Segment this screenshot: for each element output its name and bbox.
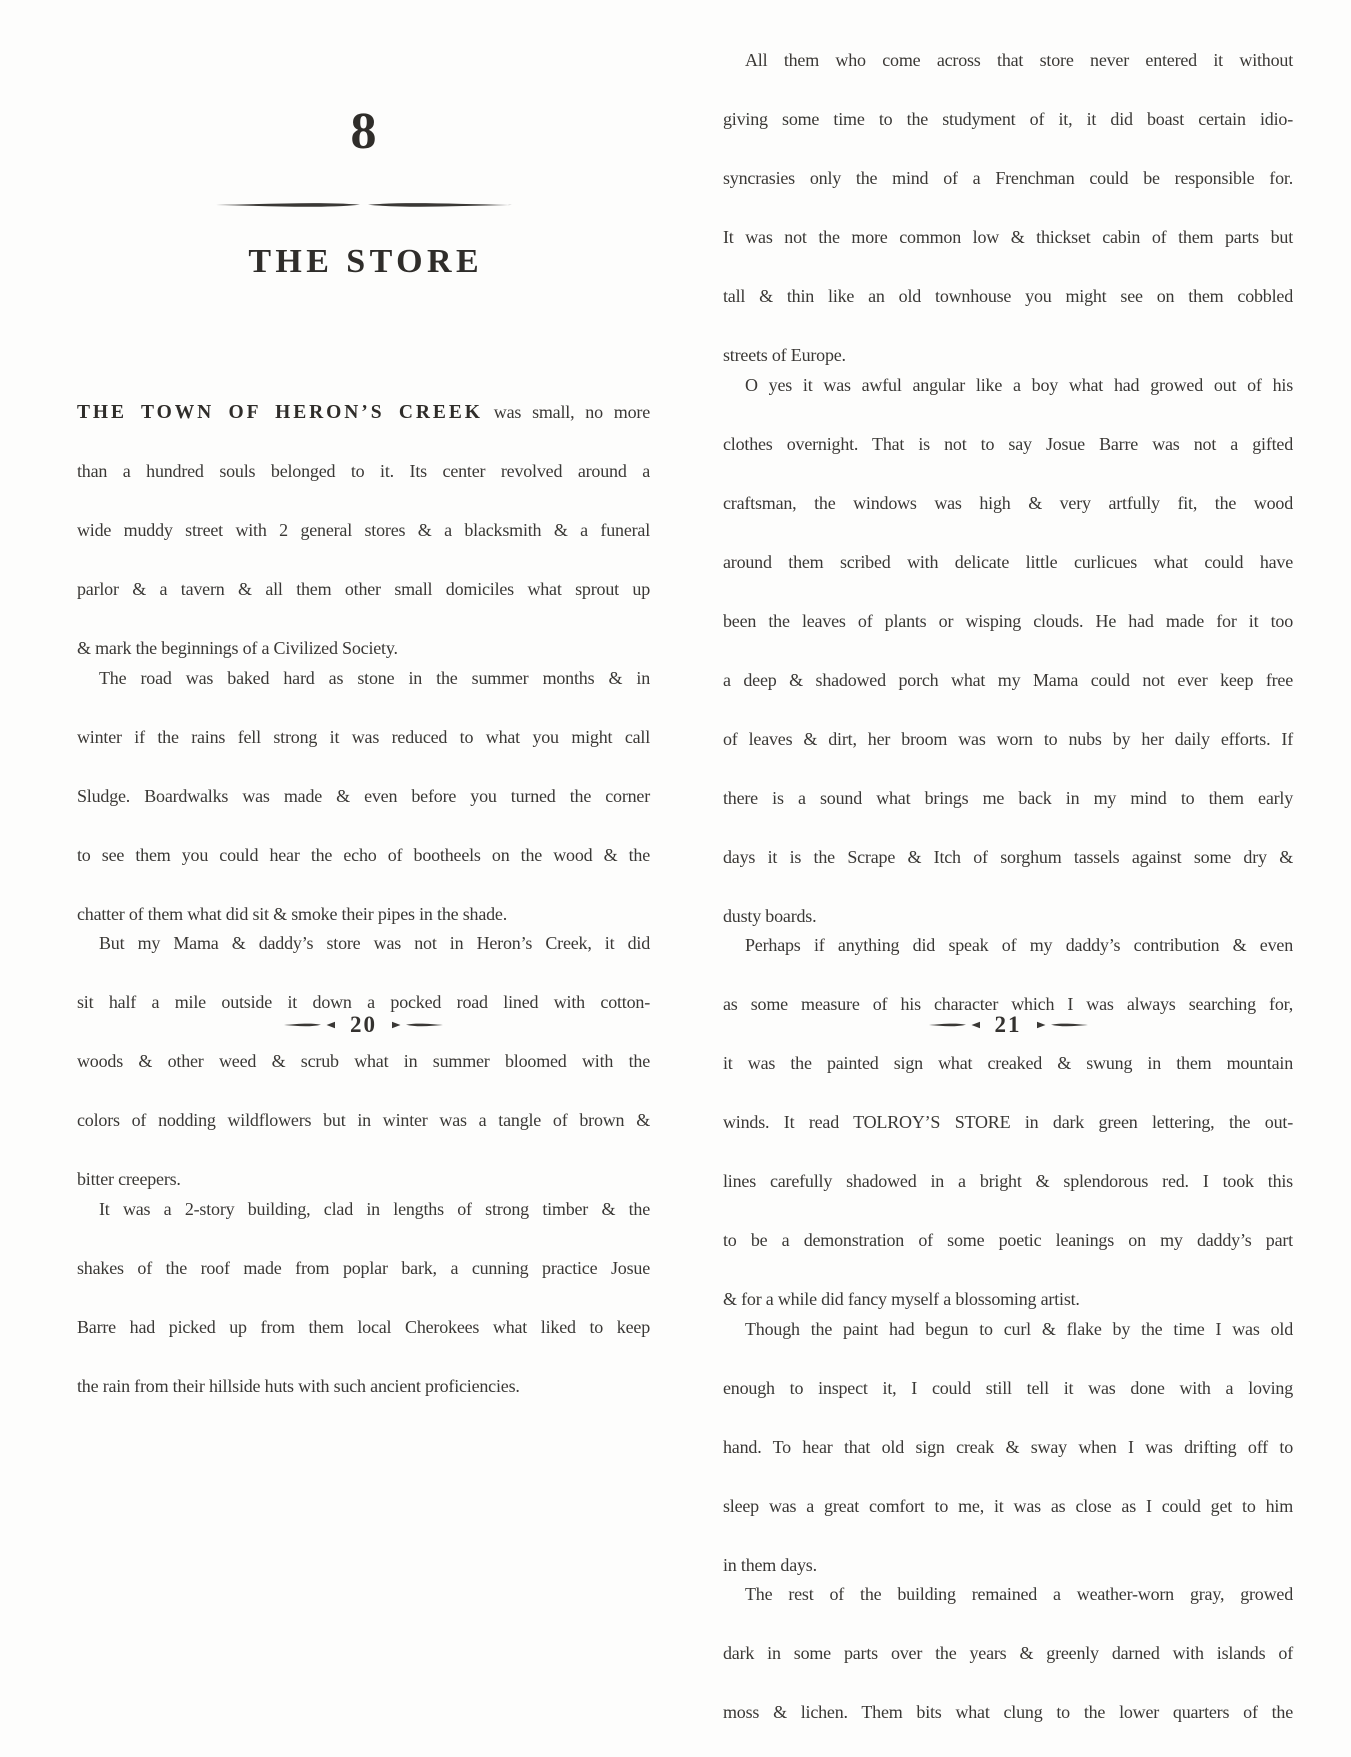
lead-in-caps: THE TOWN OF HERON’S CREEK (77, 402, 483, 423)
chapter-title: THE STORE (248, 243, 484, 280)
text-line: Perhaps if anything did speak of my daddy’s contribution & even (745, 935, 1293, 955)
text-line: & mark the beginnings of a Civilized Society. (77, 638, 398, 658)
text-line: parlor & a tavern & all them other small domiciles what sprout up (77, 579, 650, 599)
chapter-number: 8 (350, 103, 377, 160)
page-number: 20 (350, 1012, 377, 1037)
text-line: to be a demonstration of some poetic leanings on my daddy’s part (723, 1230, 1293, 1250)
text-line: syncrasies only the mind of a Frenchman could be responsible for. (723, 168, 1293, 188)
text-line: there is a sound what brings me back in my mind to them early (723, 787, 1293, 808)
text-line: sit half a mile outside it down a pocked road lined with cotton- (77, 992, 650, 1012)
text-line: craftsman, the windows was high & very artfully fit, the wood (723, 492, 1293, 513)
text-line: of leaves & dirt, her broom was worn to nubs by her daily efforts. If (723, 728, 1293, 749)
left-page-footer (77, 1008, 650, 1042)
text-line: lines carefully shadowed in a bright & splendorous red. I took this (723, 1171, 1293, 1191)
text-line: The road was baked hard as stone in the summer months & in (99, 667, 650, 688)
text-line: shakes of the roof made from poplar bark, a cunning practice Josue (77, 1257, 650, 1278)
text-line: days it is the Scrape & Itch of sorghum tassels against some dry & (723, 846, 1293, 867)
text-line: than a hundred souls belonged to it. Its center revolved around a (77, 461, 650, 481)
text-line: It was not the more common low & thickset cabin of them parts but (723, 227, 1293, 247)
text-line: It was a 2-story building, clad in lengths of strong timber & the (99, 1198, 650, 1219)
text-line: winter if the rains fell strong it was reduced to what you might call (77, 726, 650, 747)
chapter-divider-ornament-icon (77, 198, 650, 216)
text-line: All them who come across that store never entered it without (745, 50, 1293, 70)
text-line: the rain from their hillside huts with such ancient proficiencies. (77, 1375, 520, 1396)
text-line: enough to inspect it, I could still tell it was done with a loving (723, 1377, 1293, 1398)
page-number: 21 (994, 1012, 1022, 1037)
text-line: it was the painted sign what creaked & swung in them mountain (723, 1053, 1293, 1073)
text-line: O yes it was awful angular like a boy what had growed out of his (745, 374, 1293, 395)
folio-ornament-right-icon (1035, 1020, 1089, 1030)
text-line: streets of Europe. (723, 345, 846, 365)
left-page-body (77, 398, 650, 1401)
text-line: bitter creepers. (77, 1169, 181, 1189)
text-line: Though the paint had begun to curl & flake by the time I was old (745, 1318, 1293, 1339)
text-line: colors of nodding wildflowers but in winter was a tangle of brown & (77, 1110, 650, 1130)
lead-in-rest: was small, no more (482, 402, 650, 422)
text-line: winds. It read TOLROY’S STORE in dark green lettering, the out- (723, 1112, 1293, 1132)
text-line: moss & lichen. Them bits what clung to the lower quarters of the (723, 1702, 1293, 1722)
text-line: tall & thin like an old townhouse you might see on them cobbled (723, 286, 1293, 306)
folio-ornament-right-icon (390, 1020, 444, 1030)
text-line: sleep was a great comfort to me, it was as close as I could get to him (723, 1495, 1293, 1516)
text-line: around them scribed with delicate little curlicues what could have (723, 551, 1293, 572)
text-line (77, 398, 650, 457)
text-line: giving some time to the studyment of it, it did boast certain idio- (723, 109, 1293, 129)
text-line: been the leaves of plants or wisping clouds. He had made for it too (723, 610, 1293, 631)
text-line: Barre had picked up from them local Cherokees what liked to keep (77, 1316, 650, 1337)
text-line: chatter of them what did sit & smoke their pipes in the shade. (77, 903, 507, 924)
text-line: dusty boards. (723, 905, 817, 926)
text-line: woods & other weed & scrub what in summer bloomed with the (77, 1051, 650, 1071)
folio-ornament-left-icon (928, 1020, 982, 1030)
text-line: dark in some parts over the years & greenly darned with islands of (723, 1643, 1293, 1663)
text-line: & for a while did fancy myself a blossoming artist. (723, 1289, 1080, 1309)
text-line: clothes overnight. That is not to say Josue Barre was not a gifted (723, 433, 1293, 454)
text-line: The rest of the building remained a weather-worn gray, growed (745, 1584, 1293, 1604)
text-line: as some measure of his character which I was always searching for, (723, 994, 1293, 1014)
right-page-body (723, 46, 1293, 1757)
text-line: to see them you could hear the echo of bootheels on the wood & the (77, 844, 650, 865)
text-line: But my Mama & daddy’s store was not in Heron’s Creek, it did (99, 933, 650, 953)
right-page-footer (723, 1008, 1293, 1042)
text-line: wide muddy street with 2 general stores & a blacksmith & a funeral (77, 520, 650, 540)
text-line: Sludge. Boardwalks was made & even before you turned the corner (77, 785, 650, 806)
text-line: a deep & shadowed porch what my Mama could not ever keep free (723, 669, 1293, 690)
text-line: hand. To hear that old sign creak & sway when I was drifting off to (723, 1436, 1293, 1457)
folio-ornament-left-icon (283, 1020, 337, 1030)
text-line: in them days. (723, 1554, 817, 1575)
